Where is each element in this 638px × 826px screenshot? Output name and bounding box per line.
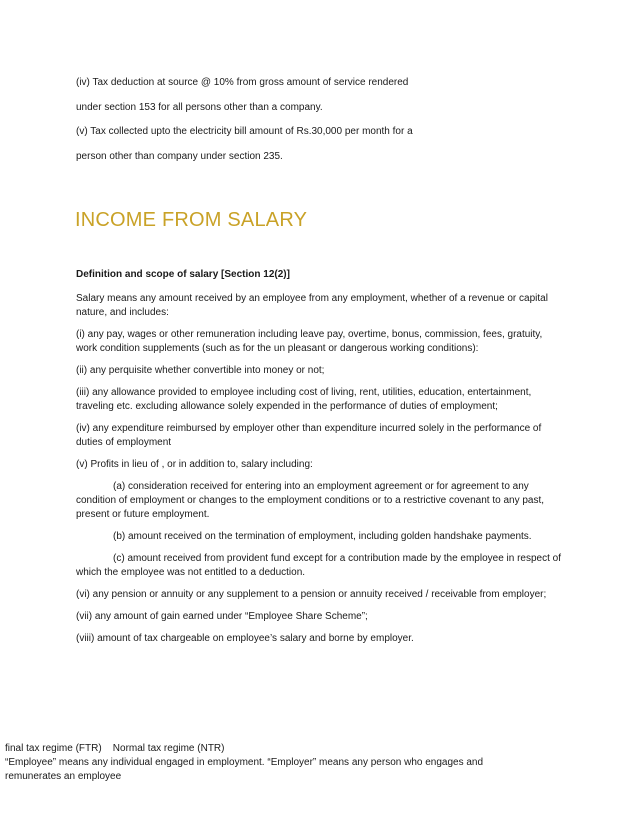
paragraph-indented: (a) consideration received for entering into an employment agreement or for agreement to any condition of employment or changes to the employment conditions or to a restrictive covenant to any past, present or future employment. [76, 481, 545, 520]
intro-line: person other than company under section 235. [76, 151, 283, 162]
paragraph: (viii) amount of tax chargeable on employee’s salary and borne by employer. [76, 633, 414, 644]
salary-definition-body [76, 268, 566, 654]
paragraph: (vii) any amount of gain earned under “Employee Share Scheme”; [76, 611, 368, 622]
paragraph-indented: (c) amount received from provident fund except for a contribution made by the employee in respect of which the employee was not entitled to a deduction. [76, 553, 562, 578]
footer-notes [5, 742, 525, 784]
paragraph: (ii) any perquisite whether convertible into money or not; [76, 365, 325, 376]
footer-line: “Employee” means any individual engaged in employment. “Employer” means any person who engages and remunerates an employee [5, 757, 484, 782]
intro-line: (iv) Tax deduction at source @ 10% from gross amount of service rendered [76, 77, 409, 88]
footer-line: final tax regime (FTR) Normal tax regime (NTR) [5, 743, 225, 754]
section-heading: INCOME FROM SALARY [75, 209, 308, 231]
paragraph: (i) any pay, wages or other remuneration including leave pay, overtime, bonus, commission, fees, gratuity, work condition supplements (such as for the un pleasant or dangerous working conditions): [76, 329, 543, 354]
subheading: Definition and scope of salary [Section 12(2)] [76, 269, 290, 280]
paragraph: (vi) any pension or annuity or any supplement to a pension or annuity received / receivable from employer; [76, 589, 547, 600]
intro-line: under section 153 for all persons other than a company. [76, 102, 323, 113]
paragraph: (v) Profits in lieu of , or in addition to, salary including: [76, 459, 313, 470]
paragraph-indented: (b) amount received on the termination of employment, including golden handshake payments. [113, 531, 532, 542]
paragraph: (iii) any allowance provided to employee including cost of living, rent, utilities, education, entertainment, traveling etc. excluding allowance solely expended in the performance of duties of employment; [76, 387, 532, 412]
paragraph: Salary means any amount received by an employee from any employment, whether of a revenue or capital nature, and includes: [76, 293, 548, 318]
intro-line: (v) Tax collected upto the electricity bill amount of Rs.30,000 per month for a [76, 126, 413, 137]
paragraph: (iv) any expenditure reimbursed by employer other than expenditure incurred solely in the performance of duties of employment [76, 423, 542, 448]
